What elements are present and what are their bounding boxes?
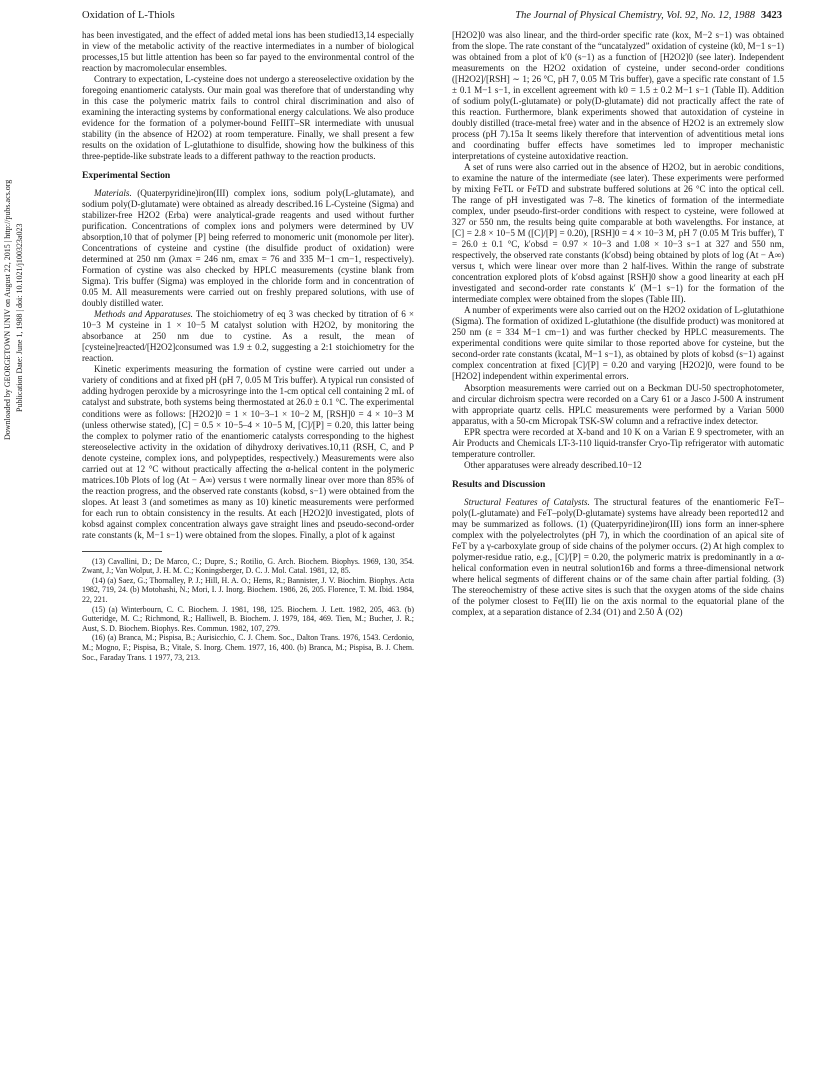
rate-paragraph-continued: [H2O2]0 was also linear, and the third-order specific rate (kox, M−2 s−1) was obtained from the slope. The rate constant of the “uncatalyzed” oxidation of cysteine (k0, M−1 s−1) was obtained from a plot of k′0 (s−1) as a function of [H2O2]0 (see later). Independent measurements on the H2O2 oxidation of cysteine, under second-order conditions ([H2O2]/[RSH] ∼ 1; 26 °C, pH 7, 0.05 M Tris buffer), gave a specific rate constant of 1.5 ± 0.1 M−1 s−1, in excellent agreement with k0 = 1.5 ± 0.2 M−1 s−1 (Table II). Addition of sodium poly(L-glutamate) or poly(D-glutamate) did not practically affect the rate of this reaction. Furthermore, blank experiments showed that autoxidation of cysteine in doubly distilled (trace-metal free) water and in the absence of H2O2 is an extremely slow process (pH 7).15a It seems likely therefore that intervention of adventitious metal ions and coordinating buffer effects have sometimes led to improper mechanistic interpretations of cysteine autoxidative reaction. — [452, 30, 784, 162]
footnotes — [82, 557, 414, 663]
page-number: 3423 — [761, 10, 782, 21]
running-head-journal — [515, 8, 782, 24]
methods-text: The stoichiometry of eq 3 was checked by titration of 6 × 10−3 M cysteine in 1 × 10−5 M catalyst solution with H2O2, by monitoring the absorbance at 250 nm due to cystine. As a result, the mean of [cysteine]reacted/[H2O2]consumed was 1.9 ± 0.2, suggesting a 2:1 stoichiometry for the reaction. — [82, 309, 414, 364]
publication-notice: Publication Date: June 1, 1988 | doi: 10.1021/j100323a023 — [15, 223, 24, 412]
materials-lead: Materials. — [94, 188, 132, 199]
structural-features-paragraph — [452, 497, 784, 618]
other-apparatus-paragraph: Other apparatuses were already described.10−12 — [464, 459, 642, 470]
intro-paragraph-continued: has been investigated, and the effect of added metal ions has been studied13,14 especially in view of the metabolic activity of the reactive intermediates in a number of biological processes,15 but little attention has been so far payed to the environmental control of the reaction by macromolecular ensembles. — [82, 30, 414, 74]
absorption-paragraph: Absorption measurements were carried out on a Beckman DU-50 spectrophotometer, and circular dichroism spectra were recorded on a Cary 61 or a Jasco J-500 A instrument with appropriate quartz cells. HPLC measurements were performed by a Varian 5000 apparatus, with a 50-cm Micropak TSK-SW column and a refractive index detector. — [452, 382, 784, 426]
glutathione-paragraph: A number of experiments were also carried out on the H2O2 oxidation of L-glutathione (Sigma). The formation of oxidized L-glutathione (the disulfide product) was monitored at 250 nm (ε = 334 M−1 cm−1) and was further checked by HPLC measurements. The experimental conditions were quite similar to those reported above for cysteine, but the second-order rate constants (kcatal, M−1 s−1), as obtained by plots of kobsd (s−1) against complex concentration at fixed [C]/[P] = 0.20 and varying [H2O2]0, were found to be [H2O2] independent within experimental errors. — [452, 305, 784, 382]
download-watermark — [2, 40, 28, 1040]
methods-lead: Methods and Apparatuses. — [94, 309, 193, 320]
running-head — [82, 8, 782, 24]
footnote-14: (14) (a) Saez, G.; Thornalley, P. J.; Hill, H. A. O.; Hems, R.; Bannister, J. V. Biochim. Biophys. Acta 1982, 719, 24. (b) Motohashi, N.; Mori, I. J. Inorg. Biochem. 1986, 26, 205. Florence, T. M. Ibid. 1984, 22, 221. — [82, 575, 414, 605]
structural-features-text: The structural features of the enantiomeric FeT–poly(L-glutamate) and FeT–poly(D-glutamate) systems have already been reported12 and may be summarized as follows. (1) (Quaterpyridine)iron(III) ions form an inner-sphere complex with the polyelectrolytes (pH 7), in which the coordination of an apical site of FeT by a γ-carboxylate group of side chains of the polymer occurs. (2) At high complex to polymer-residue ratio, e.g., [C]/[P] = 0.20, the polymeric matrix is predominantly in a α-helical conformation even in neutral solution16b and forms a three-dimensional network where helical segments of different chains or of the same chain after partial folding. (3) The stereochemistry of these active sites is such that the oxygen atoms of the side chains of the polymer closest to Fe(III) lie on the axis normal to the equatorial plane of the complex, at a separation distance of 2.34 (O1) and 2.50 Å (O2) — [452, 496, 784, 617]
footnote-16: (16) (a) Branca, M.; Pispisa, B.; Aurisicchio, C. J. Chem. Soc., Dalton Trans. 1976, 1543. Cerdonio, M.; Mogno, F.; Pispisa, B.; Vitale, S. Inorg. Chem. 1977, 16, 400. (b) Branca, M.; Pispisa, B. J. Chem. Soc., Faraday Trans. 1 1977, 73, 213. — [82, 633, 414, 662]
materials-paragraph — [82, 188, 414, 309]
download-notice: Downloaded by GEORGETOWN UNIV on August 22, 2015 | http://pubs.acs.org — [3, 179, 12, 440]
footnote-13: (13) Cavallini, D.; De Marco, C.; Dupre, S.; Rotilio, G. Arch. Biochem. Biophys. 1969, 130, 354. Zwant, J.; Van Wolput, J. H. M. C.; Koningsberger, D. C. J. Mol. Catal. 1981, 12, 85. — [82, 556, 414, 576]
intro-paragraph-goal: Contrary to expectation, L-cysteine does not undergo a stereoselective oxidation by the foregoing enantiomeric catalysts. Our main goal was therefore that of understanding why in this case the polymeric matrix fails to control chiral discrimination and also of examining the interacting systems by conformational energy calculations. We also produce evidence for the formation of a polymer-bound FeIIIT–SR intermediate with unusual stability (in the absence of H2O2) at room temperature. Finally, we shall present a few results on the oxidation of L-glutathione to disulfide, showing how the bulkiness of this three-peptide-like substrate leads to a different pathway to the reaction products. — [82, 74, 414, 162]
journal-citation: The Journal of Physical Chemistry, Vol. 92, No. 12, 1988 — [515, 10, 755, 21]
running-head-title: Oxidation of L-Thiols — [82, 10, 175, 21]
left-column — [82, 30, 414, 662]
footnote-15: (15) (a) Winterbourn, C. C. Biochem. J. 1981, 198, 125. Biochem. J. Lett. 1982, 205, 463. (b) Gutteridge, M. C.; Richmond, R.; Halliwell, B. Biochem. J. 1979, 184, 469. Tien, M.; Bucher, J. R.; Aust, S. D. Biochem. Biophys. Res. Commun. 1982, 107, 279. — [82, 604, 414, 633]
methods-paragraph — [82, 309, 414, 364]
kinetic-paragraph: Kinetic experiments measuring the formation of cystine were carried out under a variety of conditions and at fixed pH (pH 7, 0.05 M Tris buffer). A typical run consisted of adding hydrogen peroxide by a microsyringe into the 1-cm optical cell containing 2 mL of catalyst and substrate, both systems being thermostated at 26.0 ± 0.1 °C. The experimental conditions were as follows: [H2O2]0 = 1 × 10−3–1 × 10−2 M, [RSH]0 = 4 × 10−3 M (unless otherwise stated), [C] = 0.5 × 10−5–4 × 10−5 M, [C]/[P] = 0.20, this latter being the complex to polymer ratio of the enantiomeric catalysts corresponding to the highest stereoselective activity in the oxidation of dihydroxy derivatives.10,11 (RSH, C, and P denote cysteine, complex ions, and polypeptides, respectively.) Measurements were also carried out at 12 °C without practically affecting the α-helical content in the polymeric matrices.10b Plots of log (At − A∞) versus t were normally linear over more than 85% of the reaction progress, and the observed rate constants (kobsd, s−1) were obtained from the slopes. At least 3 (and sometimes as many as 10) kinetic measurements were performed for each run to obtain consistency in the results. At each [H2O2]0 investigated, plots of kobsd against complex concentration always gave straight lines and pseudo-second-order rate constants (k, M−1 s−1) were obtained from the slopes. Finally, a plot of k against — [82, 364, 414, 540]
epr-paragraph: EPR spectra were recorded at X-band and 10 K on a Varian E 9 spectrometer, with an Air Products and Chemicals LT-3-110 liquid-transfer Cryo-Tip refrigerator with automatic temperature controller. — [452, 426, 784, 459]
section-heading-results: Results and Discussion — [452, 478, 546, 490]
right-column — [452, 30, 784, 618]
section-heading-experimental: Experimental Section — [82, 170, 171, 182]
materials-text: (Quaterpyridine)iron(III) complex ions, sodium poly(L-glutamate), and sodium poly(D-glutamate) were obtained as already described.16 L-Cysteine (Sigma) and stabilizer-free H2O2 (Erba) were analytical-grade reagents and used without further purification. Concentrations of complex ions and polymers were determined by UV absorption,10 that of polymer [P] being referred to monomeric unit (monomole per liter). Concentrations of cysteine and cystine (the disulfide product of oxidation) were determined at 250 nm (λmax = 246 nm, εmax = 76 and 335 M−1 cm−1, respectively). Formation of cystine was also checked by HPLC measurements (cystine blank from Sigma). Tris buffer (Sigma) was employed in the chloride form and in concentration of 0.05 M. All measurements were carried out on freshly prepared solutions, with use of doubly distilled water. — [82, 188, 414, 309]
footnote-divider — [82, 551, 162, 552]
structural-features-lead: Structural Features of Catalysts. — [464, 496, 590, 507]
aerobic-runs-paragraph: A set of runs were also carried out in the absence of H2O2, but in aerobic conditions, to examine the nature of the intermediate (see later). These experiments were performed by mixing FeTL or FeTD and substrate buffered solutions at 26 °C into the optical cell. The range of pH investigated was 7–8. The kinetics of formation of the intermediate complex, under pseudo-first-order conditions with respect to cysteine, were followed at 327 or 550 nm, the results being quite comparable at both wavelengths. For instance, at [C] = 2.8 × 10−5 M ([C]/[P] = 0.20), [RSH]0 = 4 × 10−3 M, pH 7 (0.05 M Tris buffer), T = 26.0 ± 0.1 °C, k′obsd = 0.97 × 10−3 and 1.08 × 10−3 s−1 at 327 and 550 nm, respectively, the observed rate constants (k′obsd) being obtained by plots of log (At − A∞) versus t, which were linear over more than 2 half-lives. Within the range of substrate concentration explored plots of k′obsd against [RSH]0 show a good linearity at each pH investigated and second-order rate constants k′ (M−1 s−1) for the formation of the intermediate complex were obtained from the slopes (Table III). — [452, 162, 784, 305]
